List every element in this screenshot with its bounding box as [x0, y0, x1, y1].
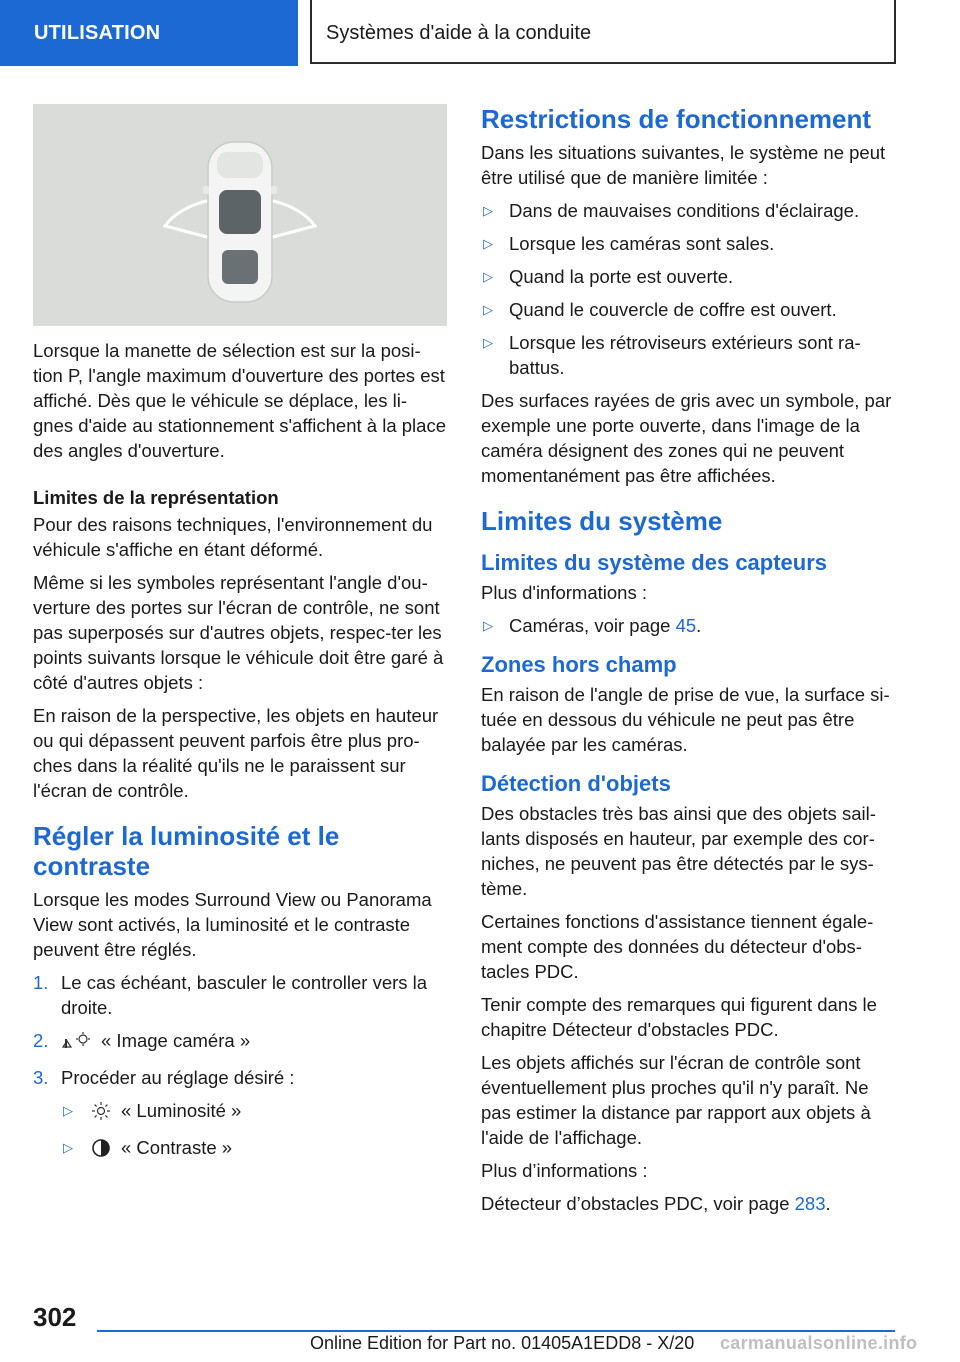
step-text: Le cas échéant, basculer le controller vers la droite. — [61, 972, 428, 1018]
car-roof-glass — [219, 190, 261, 234]
list-item-text: Lorsque les rétroviseurs extérieurs sont ra-battus. — [509, 332, 861, 378]
step-text: Procéder au réglage désiré : — [61, 1067, 295, 1088]
detection-paragraph-1: Des obstacles très bas ainsi que des objets sail-lants disposés en hauteur, par exemple des cor-niches, ne peuvent pas être détectés par le sys-tème. — [481, 803, 876, 899]
right-door-arc — [269, 200, 315, 238]
triangle-bullet-icon: ▷ — [483, 618, 493, 633]
detection-paragraph-3: Tenir compte des remarques qui figurent dans le chapitre Détecteur d'obstacles PDC. — [481, 994, 877, 1040]
triangle-bullet-icon: ▷ — [483, 203, 493, 218]
left-door-arc — [165, 200, 211, 238]
list-item — [481, 297, 895, 322]
more-info: Plus d’informations : — [481, 1160, 648, 1181]
triangle-bullet-icon: ▷ — [483, 302, 493, 317]
page-number: 302 — [33, 1302, 77, 1332]
substep-text: « Contraste » — [121, 1137, 233, 1158]
step-number: 2. — [33, 1030, 49, 1051]
substep-item — [61, 1098, 447, 1127]
step-item — [33, 1028, 447, 1057]
page-link-45[interactable]: 45 — [675, 615, 697, 636]
list-item-text: Quand la porte est ouverte. — [509, 266, 734, 287]
page-header — [0, 0, 960, 66]
right-mirror — [271, 186, 277, 194]
list-item — [481, 613, 895, 638]
restrictions-intro: Dans les situations suivantes, le système ne peut être utilisé que de manière limitée : — [481, 142, 886, 188]
list-item — [481, 264, 895, 289]
substep-text: « Luminosité » — [121, 1100, 242, 1121]
step-text: « Image caméra » — [101, 1030, 251, 1051]
page-link-283[interactable]: 283 — [794, 1193, 826, 1214]
contrast-icon — [91, 1138, 111, 1164]
triangle-bullet-icon: ▷ — [483, 335, 493, 350]
left-column — [33, 104, 447, 1172]
car-rear-glass — [222, 250, 258, 284]
triangle-bullet-icon: ▷ — [483, 236, 493, 251]
step-item — [33, 1065, 447, 1164]
detection-paragraph-2: Certaines fonctions d'assistance tiennent égale-ment compte des données du détecteur d'obs-tacles PDC. — [481, 911, 874, 982]
list-item — [481, 198, 895, 223]
figure-caption: Lorsque la manette de sélection est sur la posi-tion P, l'angle maximum d'ouverture des portes est affiché. Dès que le véhicule se déplace, les li-gnes d'aide au stationnement s'affichent à la place des angles d'ouverture. — [33, 340, 446, 461]
limits-paragraph-1: Pour des raisons techniques, l'environnement du véhicule s'affiche en étant déformé. — [33, 514, 433, 560]
brightness-paragraph: Lorsque les modes Surround View ou Panorama View sont activés, la luminosité et le contraste peuvent être réglés. — [33, 889, 432, 960]
object-detection-heading: Détection d'objets — [481, 771, 671, 796]
limits-paragraph-2: Même si les symboles représentant l'angle d'ou-verture des portes sur l'écran de contrôle, ne sont pas superposés sur d'autres objets, respec-ter les points suivants lorsque le véhicule doit être garé à côté d'autres objets : — [33, 572, 444, 693]
detection-paragraph-4: Les objets affichés sur l'écran de contrôle sont éventuellement plus proches qu'il n'y paraît. Ne pas estimer la distance par rapport aux objets à l'aide de l'affichage. — [481, 1052, 871, 1148]
list-item-text: Dans de mauvaises conditions d'éclairage. — [509, 200, 860, 221]
substeps-list — [61, 1098, 447, 1164]
pdc-reference-text: Détecteur d’obstacles PDC, voir page — [481, 1193, 795, 1214]
left-mirror — [203, 186, 209, 194]
edition-text: Online Edition for Part no. 01405A1EDD8 - X/20 — [310, 1333, 695, 1353]
step-number: 1. — [33, 972, 49, 993]
limits-heading: Limites de la représentation — [33, 487, 279, 508]
system-limits-heading: Limites du système — [481, 506, 723, 536]
section-tab: UTILISATION — [0, 0, 298, 66]
restrictions-outro: Des surfaces rayées de gris avec un symbole, par exemple une porte ouverte, dans l'image de la caméra désignent des zones qui ne peuvent momentanément pas être affichées. — [481, 390, 892, 486]
sensor-limits-heading: Limites du système des capteurs — [481, 550, 828, 575]
car-hood — [217, 152, 263, 178]
car-door-angle-figure — [33, 104, 447, 326]
footer-divider — [97, 1330, 895, 1332]
restrictions-list — [481, 198, 895, 380]
watermark: carmanualsonline.info — [720, 1333, 918, 1353]
blind-zones-paragraph: En raison de l'angle de prise de vue, la surface si-tuée en dessous du véhicule ne peut pas être balayée par les caméras. — [481, 684, 890, 755]
punctuation: . — [825, 1193, 831, 1214]
list-item — [481, 231, 895, 256]
triangle-bullet-icon: ▷ — [63, 1103, 73, 1118]
brightness-heading: Régler la luminosité et le contraste — [33, 821, 340, 881]
blind-zones-heading: Zones hors champ — [481, 652, 677, 677]
car-top-view-illustration — [33, 104, 447, 326]
limits-paragraph-3: En raison de la perspective, les objets en hauteur ou qui dépassent peuvent parfois être plus pro-ches dans la réalité qu'ils ne le paraissent sur l'écran de contrôle. — [33, 705, 439, 801]
brightness-icon — [91, 1101, 111, 1127]
restrictions-heading: Restrictions de fonctionnement — [481, 104, 872, 134]
right-column — [481, 104, 895, 1224]
step-number: 3. — [33, 1067, 49, 1088]
pdc-reference — [481, 1191, 895, 1216]
steps-list — [33, 970, 447, 1164]
list-item-text: Lorsque les caméras sont sales. — [509, 233, 775, 254]
camera-image-icon — [61, 1031, 91, 1057]
list-item — [481, 330, 895, 380]
sensor-list — [481, 613, 895, 638]
list-item-text: Quand le couvercle de coffre est ouvert. — [509, 299, 837, 320]
triangle-bullet-icon: ▷ — [63, 1140, 73, 1155]
step-item — [33, 970, 447, 1020]
substep-item — [61, 1135, 447, 1164]
triangle-bullet-icon: ▷ — [483, 269, 493, 284]
list-item-text: Caméras, voir page — [509, 615, 676, 636]
chapter-title: Systèmes d'aide à la conduite — [310, 0, 896, 64]
punctuation: . — [696, 615, 702, 636]
sensor-intro: Plus d'informations : — [481, 582, 647, 603]
